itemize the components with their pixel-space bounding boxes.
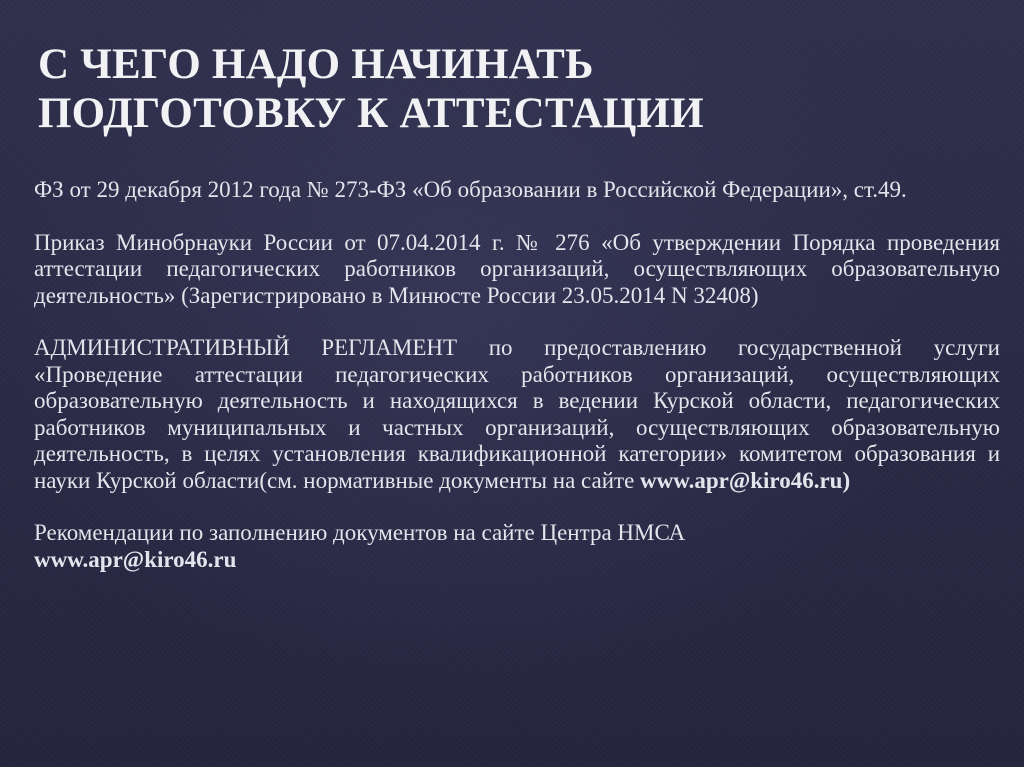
admin-regulation-text: АДМИНИСТРАТИВНЫЙ РЕГЛАМЕНТ по предоставлению государственной услуги «Проведение аттестации педагогических работников организаций, осуществляющих образовательную деятельность и находящихся в ведении Курской области, педагогических работников муниципальных и частных организаций, осуществляющих образовательную деятельность, в целях установления квалификационной категории» комитетом образования и науки Курской области(см. нормативные документы на сайте xyxy=(34,335,1000,493)
paragraph-recommendations xyxy=(34,520,1000,573)
paragraph-admin-regulation xyxy=(34,335,1000,494)
slide-title xyxy=(38,40,978,138)
recommendations-website-link[interactable]: www.apr@kiro46.ru xyxy=(34,546,237,572)
paragraph-federal-law: ФЗ от 29 декабря 2012 года № 273-ФЗ «Об образовании в Российской Федерации», ст.49. xyxy=(34,177,907,202)
slide-title-line-2: ПОДГОТОВКУ К АТТЕСТАЦИИ xyxy=(38,90,704,137)
paragraph-ministry-order: Приказ Минобрнауки России от 07.04.2014 г. № 276 «Об утверждении Порядка проведения аттестации педагогических работников организаций, осуществляющих образовательную деятельность» (Зарегистрировано в Минюсте России 23.05.2014 N 32408) xyxy=(34,229,1000,308)
recommendations-text: Рекомендации по заполнению документов на сайте Центра НМСА xyxy=(34,520,686,545)
slide-title-line-1: С ЧЕГО НАДО НАЧИНАТЬ xyxy=(38,41,594,88)
slide-body xyxy=(34,177,1000,573)
website-link[interactable]: www.apr@kiro46.ru) xyxy=(640,467,851,493)
